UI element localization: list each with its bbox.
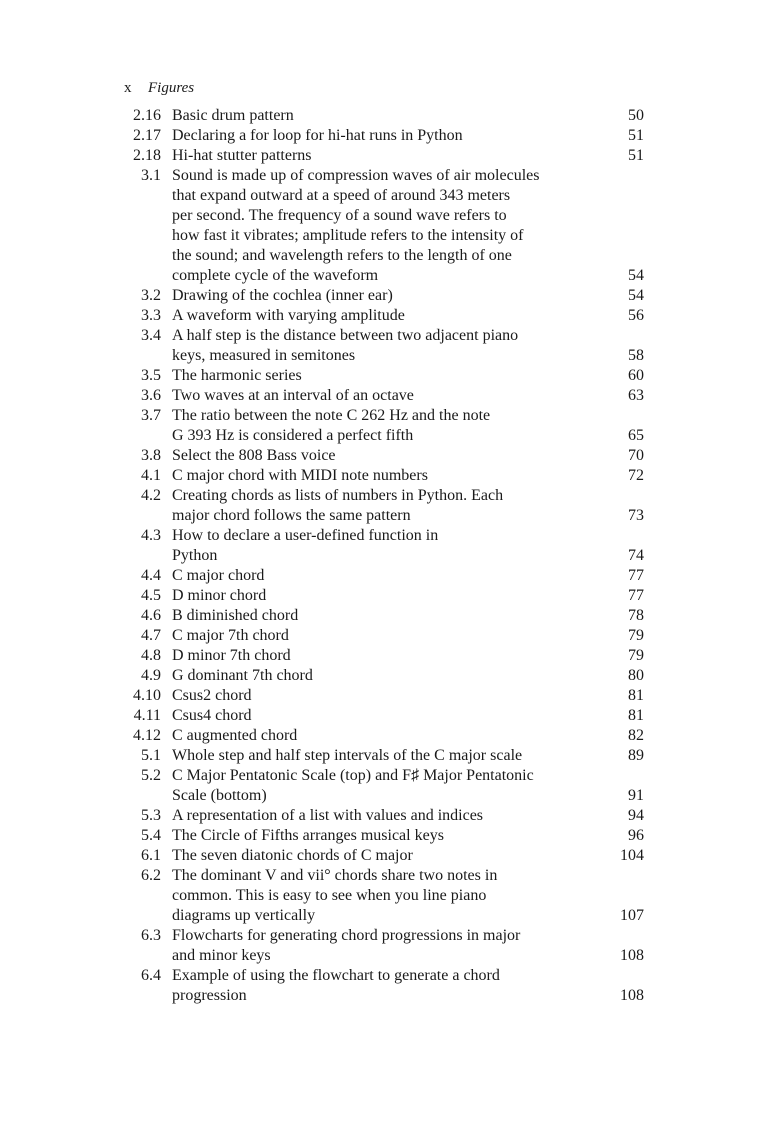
figure-caption: [172, 926, 582, 966]
figure-caption-line: The Circle of Fifths arranges musical keys: [172, 827, 444, 844]
page-number: 77: [628, 587, 644, 604]
figure-number: 3.3: [141, 307, 161, 324]
figure-caption-line: A waveform with varying amplitude: [172, 307, 405, 324]
figure-caption: [172, 126, 582, 146]
figure-entry: [124, 666, 644, 686]
figure-caption-line: C augmented chord: [172, 727, 298, 744]
page-number: 73: [628, 507, 644, 524]
figure-entry: [124, 386, 644, 406]
figure-caption-line: Csus4 chord: [172, 707, 252, 724]
figure-caption-line: Hi-hat stutter patterns: [172, 147, 312, 164]
page-number: 79: [628, 627, 644, 644]
figure-number: 5.1: [141, 747, 161, 764]
figure-number: 4.7: [141, 627, 161, 644]
figure-number: 6.2: [141, 867, 161, 884]
figure-caption: [172, 706, 582, 726]
figure-caption: [172, 526, 582, 566]
figure-entry: [124, 446, 644, 466]
figure-caption: [172, 146, 582, 166]
figure-caption-line: Basic drum pattern: [172, 107, 294, 124]
figure-caption-line: Sound is made up of compression waves of air molecules: [172, 167, 540, 184]
figure-entry: [124, 106, 644, 126]
page-number: 108: [620, 947, 644, 964]
figure-caption-line: diagrams up vertically: [172, 907, 316, 924]
figure-entry: [124, 286, 644, 306]
figure-caption-line: common. This is easy to see when you line piano: [172, 887, 487, 904]
figure-number: 2.17: [133, 127, 161, 144]
figure-number: 4.9: [141, 667, 161, 684]
figure-number: 5.2: [141, 767, 161, 784]
page-number: 77: [628, 567, 644, 584]
page-number: 82: [628, 727, 644, 744]
figure-caption: [172, 806, 582, 826]
page-number: 60: [628, 367, 644, 384]
figure-caption: [172, 166, 582, 286]
figure-caption: [172, 966, 582, 1006]
figure-caption: [172, 746, 582, 766]
figure-caption-line: The dominant V and vii° chords share two notes in: [172, 867, 498, 884]
figure-number: 4.8: [141, 647, 161, 664]
page-number: 80: [628, 667, 644, 684]
page-number: 81: [628, 707, 644, 724]
figure-caption-line: The seven diatonic chords of C major: [172, 847, 413, 864]
figure-entry: [124, 326, 644, 366]
figure-caption: [172, 686, 582, 706]
figure-caption: [172, 466, 582, 486]
figure-caption: [172, 366, 582, 386]
figure-number: 4.5: [141, 587, 161, 604]
page-number: 79: [628, 647, 644, 664]
figure-caption-line: Csus2 chord: [172, 687, 252, 704]
figure-number: 4.11: [133, 707, 161, 724]
figure-entry: [124, 406, 644, 446]
figure-caption-line: C major 7th chord: [172, 627, 289, 644]
figure-entry: [124, 306, 644, 326]
figure-number: 3.8: [141, 447, 161, 464]
figure-caption-line: keys, measured in semitones: [172, 347, 356, 364]
figure-caption: [172, 306, 582, 326]
figure-number: 6.3: [141, 927, 161, 944]
figure-caption: [172, 326, 582, 366]
figure-caption: [172, 766, 582, 806]
figure-entry: [124, 606, 644, 626]
figure-number: 5.4: [141, 827, 161, 844]
figure-caption: [172, 626, 582, 646]
figure-caption-line: G dominant 7th chord: [172, 667, 313, 684]
figure-caption-line: The harmonic series: [172, 367, 302, 384]
figure-entry: [124, 146, 644, 166]
figure-entry: [124, 126, 644, 146]
figure-caption: [172, 606, 582, 626]
page-number: 65: [628, 427, 644, 444]
page-number: 108: [620, 987, 644, 1004]
figure-entry: [124, 926, 644, 966]
figure-caption: [172, 406, 582, 446]
page-number: 89: [628, 747, 644, 764]
figure-number: 4.2: [141, 487, 161, 504]
figure-caption-line: Python: [172, 547, 218, 564]
figure-entry: [124, 646, 644, 666]
figure-list: [124, 106, 644, 1006]
page-folio: x: [124, 80, 132, 96]
figure-caption-line: G 393 Hz is considered a perfect fifth: [172, 427, 414, 444]
figure-caption-line: C major chord: [172, 567, 265, 584]
page-number: 78: [628, 607, 644, 624]
figure-number: 4.12: [133, 727, 161, 744]
figure-caption-line: C major chord with MIDI note numbers: [172, 467, 428, 484]
running-head: [124, 78, 194, 98]
figure-caption-line: Whole step and half step intervals of the C major scale: [172, 747, 523, 764]
figure-caption: [172, 386, 582, 406]
figure-caption: [172, 846, 582, 866]
page-number: 104: [620, 847, 644, 864]
figure-entry: [124, 826, 644, 846]
figure-caption-line: and minor keys: [172, 947, 271, 964]
page-number: 107: [620, 907, 644, 924]
figure-caption-line: progression: [172, 987, 247, 1004]
figure-caption-line: A half step is the distance between two adjacent piano: [172, 327, 519, 344]
figure-number: 2.16: [133, 107, 161, 124]
figure-caption-line: C Major Pentatonic Scale (top) and F♯ Major Pentatonic: [172, 767, 534, 784]
figure-entry: [124, 866, 644, 926]
figure-caption-line: per second. The frequency of a sound wave refers to: [172, 207, 507, 224]
figure-caption-line: D minor chord: [172, 587, 267, 604]
figure-caption-line: Scale (bottom): [172, 787, 267, 804]
figure-entry: [124, 706, 644, 726]
page-number: 72: [628, 467, 644, 484]
figure-entry: [124, 966, 644, 1006]
figure-entry: [124, 466, 644, 486]
figure-entry: [124, 746, 644, 766]
figure-number: 4.10: [133, 687, 161, 704]
figure-caption-line: D minor 7th chord: [172, 647, 291, 664]
figure-caption: [172, 646, 582, 666]
figure-number: 6.4: [141, 967, 161, 984]
figure-caption-line: that expand outward at a speed of around 343 meters: [172, 187, 511, 204]
figure-number: 4.6: [141, 607, 161, 624]
figure-caption-line: the sound; and wavelength refers to the length of one: [172, 247, 512, 264]
figure-caption-line: Example of using the flowchart to generate a chord: [172, 967, 500, 984]
figure-caption: [172, 586, 582, 606]
figure-number: 2.18: [133, 147, 161, 164]
figure-number: 6.1: [141, 847, 161, 864]
page-number: 56: [628, 307, 644, 324]
figure-caption-line: Drawing of the cochlea (inner ear): [172, 287, 393, 304]
section-title: Figures: [148, 80, 195, 96]
figure-entry: [124, 846, 644, 866]
figure-entry: [124, 166, 644, 286]
figure-entry: [124, 766, 644, 806]
page-number: 51: [628, 127, 644, 144]
figure-entry: [124, 486, 644, 526]
figure-caption-line: Creating chords as lists of numbers in Python. Each: [172, 487, 504, 504]
page-number: 91: [628, 787, 644, 804]
page-number: 96: [628, 827, 644, 844]
figure-caption: [172, 106, 582, 126]
figure-caption: [172, 446, 582, 466]
figure-number: 3.4: [141, 327, 161, 344]
figure-caption: [172, 286, 582, 306]
figure-entry: [124, 566, 644, 586]
page-number: 58: [628, 347, 644, 364]
figure-caption-line: A representation of a list with values and indices: [172, 807, 484, 824]
figure-caption-line: B diminished chord: [172, 607, 299, 624]
figure-caption: [172, 826, 582, 846]
figure-entry: [124, 586, 644, 606]
figure-caption-line: major chord follows the same pattern: [172, 507, 411, 524]
page-number: 50: [628, 107, 644, 124]
page-number: 51: [628, 147, 644, 164]
figure-number: 4.1: [141, 467, 161, 484]
figure-caption-line: How to declare a user-defined function in: [172, 527, 439, 544]
figure-entry: [124, 806, 644, 826]
figure-caption-line: The ratio between the note C 262 Hz and the note: [172, 407, 491, 424]
page-number: 81: [628, 687, 644, 704]
figure-caption-line: how fast it vibrates; amplitude refers to the intensity of: [172, 227, 524, 244]
figure-entry: [124, 626, 644, 646]
page-number: 54: [628, 287, 644, 304]
figure-caption: [172, 726, 582, 746]
figure-number: 3.7: [141, 407, 161, 424]
figure-entry: [124, 526, 644, 566]
page-number: 63: [628, 387, 644, 404]
figure-caption: [172, 566, 582, 586]
figure-caption-line: complete cycle of the waveform: [172, 267, 379, 284]
page-number: 70: [628, 447, 644, 464]
figure-number: 3.5: [141, 367, 161, 384]
figure-number: 3.6: [141, 387, 161, 404]
figure-caption: [172, 486, 582, 526]
figure-number: 4.3: [141, 527, 161, 544]
figure-entry: [124, 686, 644, 706]
page-number: 94: [628, 807, 644, 824]
figure-caption-line: Flowcharts for generating chord progressions in major: [172, 927, 521, 944]
page-number: 74: [628, 547, 644, 564]
figure-entry: [124, 726, 644, 746]
figure-number: 5.3: [141, 807, 161, 824]
figure-caption-line: Select the 808 Bass voice: [172, 447, 336, 464]
page-number: 54: [628, 267, 644, 284]
figure-entry: [124, 366, 644, 386]
figure-caption: [172, 666, 582, 686]
figure-caption-line: Two waves at an interval of an octave: [172, 387, 414, 404]
figure-caption: [172, 866, 582, 926]
figure-number: 4.4: [141, 567, 161, 584]
figure-number: 3.2: [141, 287, 161, 304]
figure-caption-line: Declaring a for loop for hi-hat runs in Python: [172, 127, 463, 144]
figure-number: 3.1: [141, 167, 161, 184]
